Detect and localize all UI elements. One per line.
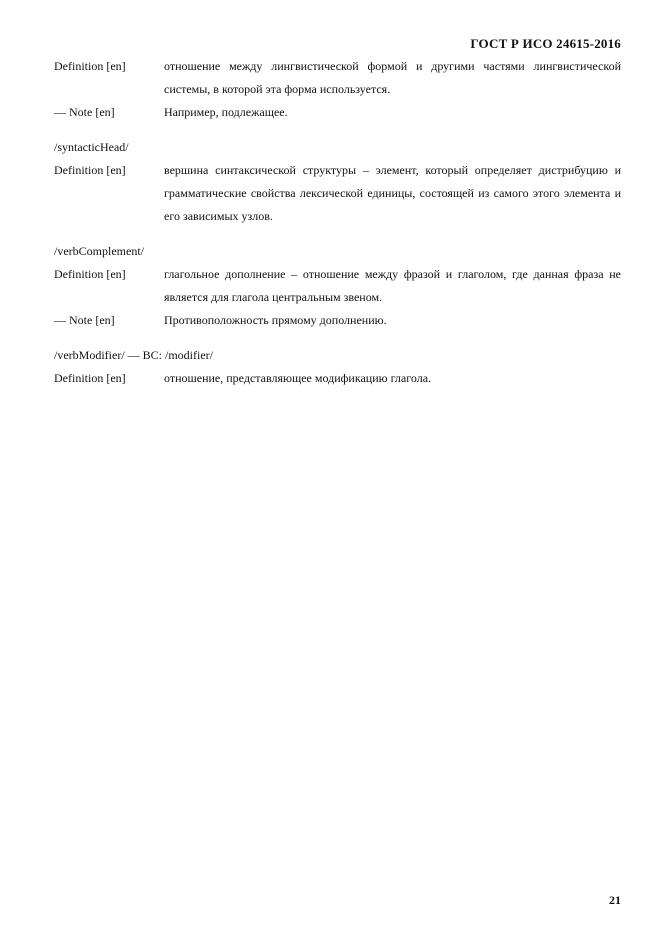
entry-text: отношение, представляющее модификацию глагола. xyxy=(164,371,432,385)
entry-label: Definition [en] xyxy=(54,163,126,177)
glossary-entry xyxy=(54,55,621,124)
definition-row xyxy=(54,367,621,390)
glossary-entry xyxy=(54,136,621,228)
glossary-entry xyxy=(54,344,621,390)
note-row xyxy=(54,309,621,332)
entry-text: Например, подлежащее. xyxy=(164,105,288,119)
entry-text: глагольное дополнение – отношение между фразой и глаголом, где данная фраза не является для глагола центральным звеном. xyxy=(164,267,621,304)
note-row xyxy=(54,101,621,124)
entry-label: Definition [en] xyxy=(54,267,126,281)
entry-label: — Note [en] xyxy=(54,105,115,119)
definition-row xyxy=(54,159,621,228)
entry-label: — Note [en] xyxy=(54,313,115,327)
term-heading: /syntacticHead/ xyxy=(54,140,129,154)
glossary-entry xyxy=(54,240,621,332)
entry-text: вершина синтаксической структуры – элемент, который определяет дистрибуцию и грамматические свойства лексической единицы, состоящей из самого этого элемента и его зависимых узлов. xyxy=(164,163,621,223)
entry-text: Противоположность прямому дополнению. xyxy=(164,313,387,327)
entry-label: Definition [en] xyxy=(54,371,126,385)
term-heading: /verbModifier/ — BC: /modifier/ xyxy=(54,348,213,362)
definition-row xyxy=(54,263,621,309)
document-header: ГОСТ Р ИСО 24615-2016 xyxy=(470,36,621,51)
term-heading: /verbComplement/ xyxy=(54,244,144,258)
definition-row xyxy=(54,55,621,101)
entry-label: Definition [en] xyxy=(54,59,126,73)
entry-text: отношение между лингвистической формой и другими частями лингвистической системы, в которой эта форма используется. xyxy=(164,59,621,96)
page-number: 21 xyxy=(609,893,621,907)
glossary-content xyxy=(54,55,621,390)
